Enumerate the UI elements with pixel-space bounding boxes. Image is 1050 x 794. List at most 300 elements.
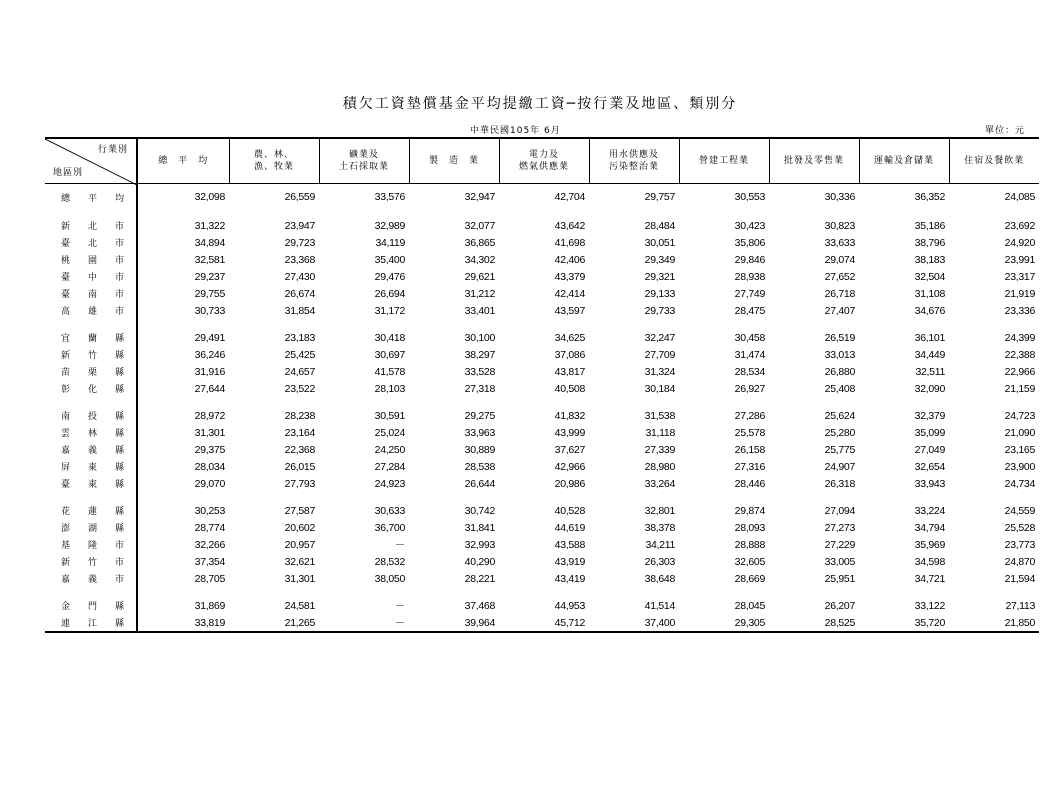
value-cell: 30,423 — [734, 219, 765, 232]
value-cell: 26,674 — [284, 287, 315, 300]
value-cell: 43,379 — [554, 270, 585, 283]
region-name: 嘉義市 — [45, 570, 137, 587]
value-cell: 27,284 — [374, 460, 405, 473]
value-cell: 30,100 — [464, 331, 495, 344]
col-header: 用水供應及 污染整治業 — [589, 138, 679, 184]
table-row — [45, 519, 1039, 536]
value-cell: 28,972 — [194, 409, 225, 422]
value-cell: 32,581 — [194, 253, 225, 266]
value-cell: 32,654 — [914, 460, 945, 473]
value-cell: 30,633 — [374, 504, 405, 517]
value-cell: 20,602 — [284, 521, 315, 534]
value-cell: 31,301 — [284, 572, 315, 585]
value-cell: 28,034 — [194, 460, 225, 473]
value-cell: 24,399 — [1004, 331, 1035, 344]
value-cell: 26,559 — [284, 191, 315, 203]
value-cell: 37,354 — [194, 555, 225, 568]
value-cell: 35,969 — [914, 538, 945, 551]
table-body — [45, 184, 1039, 633]
value-cell: 24,085 — [1004, 191, 1035, 203]
header-row — [45, 138, 1039, 184]
group-spacer — [45, 492, 1039, 502]
value-cell: 30,697 — [374, 348, 405, 361]
value-cell: 34,794 — [914, 521, 945, 534]
value-cell: 26,207 — [824, 599, 855, 612]
value-cell: 33,122 — [914, 599, 945, 612]
value-cell: 32,801 — [644, 504, 675, 517]
value-cell: 43,999 — [554, 426, 585, 439]
region-name: 臺南市 — [45, 285, 137, 302]
value-cell: 29,074 — [824, 253, 855, 266]
value-cell: 29,757 — [644, 191, 675, 203]
value-cell: 23,336 — [1004, 304, 1035, 317]
value-cell: 38,050 — [374, 572, 405, 585]
region-name: 雲林縣 — [45, 424, 137, 441]
region-name: 宜蘭縣 — [45, 329, 137, 346]
value-cell: 30,553 — [734, 191, 765, 203]
value-cell: 28,103 — [374, 382, 405, 395]
region-name: 苗栗縣 — [45, 363, 137, 380]
value-cell: 26,644 — [464, 477, 495, 490]
value-cell: 26,880 — [824, 365, 855, 378]
value-cell: 23,900 — [1004, 460, 1035, 473]
col-header: 營建工程業 — [679, 138, 769, 184]
region-name: 新竹縣 — [45, 346, 137, 363]
value-cell: 31,916 — [194, 365, 225, 378]
col-header: 住宿及餐飲業 — [949, 138, 1039, 184]
value-cell: 23,165 — [1004, 443, 1035, 456]
col-header: 電力及 燃氣供應業 — [499, 138, 589, 184]
col-header: 總 平 均 — [137, 138, 229, 184]
value-cell: 27,793 — [284, 477, 315, 490]
region-name: 臺中市 — [45, 268, 137, 285]
value-cell: 30,336 — [824, 191, 855, 203]
value-cell: 29,476 — [374, 270, 405, 283]
region-name: 澎湖縣 — [45, 519, 137, 536]
value-cell: 35,186 — [914, 219, 945, 232]
value-cell: 31,322 — [194, 219, 225, 232]
value-cell: 34,721 — [914, 572, 945, 585]
value-cell: 43,419 — [554, 572, 585, 585]
value-cell: 21,850 — [949, 614, 1039, 632]
value-cell: 27,094 — [824, 504, 855, 517]
table-row — [45, 614, 1039, 632]
value-cell: 36,865 — [464, 236, 495, 249]
region-name: 新竹市 — [45, 553, 137, 570]
col-header: 運輸及倉儲業 — [859, 138, 949, 184]
value-cell: 33,401 — [464, 304, 495, 317]
value-cell: 43,919 — [554, 555, 585, 568]
value-cell: 31,212 — [464, 287, 495, 300]
value-cell: 24,559 — [1004, 504, 1035, 517]
value-cell: 33,264 — [644, 477, 675, 490]
value-cell: 26,015 — [284, 460, 315, 473]
region-name: 彰化縣 — [45, 380, 137, 397]
table-row — [45, 234, 1039, 251]
region-axis-label: 地區別 — [53, 168, 84, 178]
value-cell: 41,832 — [554, 409, 585, 422]
value-cell: 30,889 — [464, 443, 495, 456]
value-cell: 32,511 — [915, 365, 945, 378]
table-row — [45, 536, 1039, 553]
value-cell: 29,133 — [644, 287, 675, 300]
table-row — [45, 570, 1039, 587]
value-cell: 23,692 — [1004, 219, 1035, 232]
value-cell: 29,874 — [734, 504, 765, 517]
value-cell: 27,286 — [734, 409, 765, 422]
value-cell: 29,491 — [194, 331, 225, 344]
value-cell: 34,625 — [554, 331, 585, 344]
value-cell: 33,963 — [464, 426, 495, 439]
value-cell: 34,676 — [914, 304, 945, 317]
value-cell: 24,870 — [1004, 555, 1035, 568]
value-cell: 32,266 — [194, 538, 225, 551]
value-cell: 21,919 — [1004, 287, 1035, 300]
value-cell: 34,211 — [645, 538, 675, 551]
value-cell: 32,621 — [284, 555, 315, 568]
region-name: 新北市 — [45, 217, 137, 234]
industry-axis-label: 行業別 — [97, 145, 128, 155]
value-cell: 25,024 — [374, 426, 405, 439]
value-cell: 28,538 — [464, 460, 495, 473]
group-spacer — [45, 587, 1039, 597]
value-cell: 33,633 — [824, 236, 855, 249]
value-cell: 41,698 — [554, 236, 585, 249]
group-spacer — [45, 207, 1039, 217]
value-cell: 27,644 — [194, 382, 225, 395]
table-row — [45, 458, 1039, 475]
value-cell: － — [394, 600, 405, 612]
value-cell: 22,966 — [1004, 365, 1035, 378]
value-cell: 35,099 — [914, 426, 945, 439]
value-cell: 31,869 — [194, 599, 225, 612]
value-cell: 38,297 — [464, 348, 495, 361]
value-cell: 35,806 — [734, 236, 765, 249]
value-cell: 33,013 — [824, 348, 855, 361]
value-cell: 29,755 — [194, 287, 225, 300]
value-cell: 28,980 — [644, 460, 675, 473]
value-cell: 39,964 — [409, 614, 499, 632]
value-cell: 44,619 — [554, 521, 585, 534]
region-name: 屏東縣 — [45, 458, 137, 475]
value-cell: 37,627 — [554, 443, 585, 456]
value-cell: － — [394, 539, 405, 551]
value-cell: 26,318 — [824, 477, 855, 490]
value-cell: 28,238 — [284, 409, 315, 422]
value-cell: 40,528 — [554, 504, 585, 517]
value-cell: 29,305 — [679, 614, 769, 632]
value-cell: 29,621 — [464, 270, 495, 283]
region-name: 基隆市 — [45, 536, 137, 553]
value-cell: 29,375 — [194, 443, 225, 456]
value-cell: 28,525 — [769, 614, 859, 632]
value-cell: 24,734 — [1004, 477, 1035, 490]
table-row — [45, 329, 1039, 346]
value-cell: 21,159 — [1004, 382, 1035, 395]
table-row — [45, 217, 1039, 234]
value-cell: 33,576 — [374, 191, 405, 203]
region-name: 高雄市 — [45, 302, 137, 319]
table-row — [45, 302, 1039, 319]
value-cell: 41,514 — [644, 599, 675, 612]
value-cell: 28,221 — [464, 572, 495, 585]
region-name: 桃園市 — [45, 251, 137, 268]
value-cell: 27,229 — [824, 538, 855, 551]
value-cell: 27,273 — [824, 521, 855, 534]
value-cell: 30,742 — [464, 504, 495, 517]
col-header: 製 造 業 — [409, 138, 499, 184]
value-cell: 30,733 — [194, 304, 225, 317]
value-cell: 43,642 — [554, 219, 585, 232]
value-cell: 40,508 — [554, 382, 585, 395]
value-cell: 25,408 — [824, 382, 855, 395]
value-cell: 30,591 — [374, 409, 405, 422]
region-name: 臺東縣 — [45, 475, 137, 492]
value-cell: 30,051 — [644, 236, 675, 249]
value-cell: 28,446 — [734, 477, 765, 490]
value-cell: 28,888 — [734, 538, 765, 551]
value-cell: 27,113 — [1005, 599, 1035, 612]
value-cell: 26,694 — [374, 287, 405, 300]
value-cell: 26,303 — [644, 555, 675, 568]
value-cell: 30,823 — [824, 219, 855, 232]
value-cell: 32,247 — [644, 331, 675, 344]
value-cell: 28,532 — [374, 555, 405, 568]
region-name: 南投縣 — [45, 407, 137, 424]
col-header: 批發及零售業 — [769, 138, 859, 184]
value-cell: 28,475 — [734, 304, 765, 317]
value-cell: 29,070 — [194, 477, 225, 490]
region-name: 連江縣 — [45, 614, 137, 632]
value-cell: 25,624 — [824, 409, 855, 422]
value-cell: 24,657 — [284, 365, 315, 378]
value-cell: 34,119 — [375, 236, 405, 249]
value-cell: 32,077 — [464, 219, 495, 232]
value-cell: 31,118 — [645, 426, 675, 439]
value-cell: 23,183 — [284, 331, 315, 344]
region-name: 金門縣 — [45, 597, 137, 614]
col-header: 礦業及 土石採取業 — [319, 138, 409, 184]
value-cell: 33,005 — [824, 555, 855, 568]
value-cell: 36,246 — [194, 348, 225, 361]
value-cell: 24,581 — [284, 599, 315, 612]
value-cell: 32,605 — [734, 555, 765, 568]
value-cell: 24,250 — [374, 443, 405, 456]
value-cell: 26,519 — [824, 331, 855, 344]
table-row — [45, 424, 1039, 441]
value-cell: 32,989 — [374, 219, 405, 232]
value-cell: 31,108 — [914, 287, 945, 300]
value-cell: 33,819 — [137, 614, 229, 632]
value-cell: 21,265 — [229, 614, 319, 632]
value-cell: 37,468 — [464, 599, 495, 612]
value-cell: 26,718 — [824, 287, 855, 300]
table-row — [45, 441, 1039, 458]
value-cell: 32,379 — [914, 409, 945, 422]
value-cell: 28,705 — [194, 572, 225, 585]
value-cell: 24,920 — [1004, 236, 1035, 249]
value-cell: 27,652 — [824, 270, 855, 283]
table-row — [45, 380, 1039, 397]
value-cell: 32,090 — [914, 382, 945, 395]
value-cell: － — [319, 614, 409, 632]
table-row — [45, 553, 1039, 570]
value-cell: 31,172 — [374, 304, 405, 317]
table-row — [45, 268, 1039, 285]
value-cell: 25,578 — [734, 426, 765, 439]
value-cell: 27,339 — [644, 443, 675, 456]
value-cell: 31,854 — [284, 304, 315, 317]
value-cell: 34,302 — [464, 253, 495, 266]
value-cell: 38,378 — [644, 521, 675, 534]
header-corner — [45, 138, 137, 184]
value-cell: 22,368 — [284, 443, 315, 456]
value-cell: 37,086 — [554, 348, 585, 361]
value-cell: 38,183 — [914, 253, 945, 266]
value-cell: 24,907 — [824, 460, 855, 473]
table-row — [45, 597, 1039, 614]
value-cell: 21,594 — [1004, 572, 1035, 585]
value-cell: 32,098 — [194, 191, 225, 203]
value-cell: 32,947 — [464, 191, 495, 203]
value-cell: 40,290 — [464, 555, 495, 568]
value-cell: 34,894 — [194, 236, 225, 249]
value-cell: 27,749 — [734, 287, 765, 300]
value-cell: 25,951 — [824, 572, 855, 585]
value-cell: 29,723 — [284, 236, 315, 249]
value-cell: 27,318 — [464, 382, 495, 395]
value-cell: 43,597 — [554, 304, 585, 317]
value-cell: 36,101 — [914, 331, 945, 344]
value-cell: 34,598 — [914, 555, 945, 568]
value-cell: 27,316 — [734, 460, 765, 473]
value-cell: 42,406 — [554, 253, 585, 266]
value-cell: 28,093 — [734, 521, 765, 534]
value-cell: 37,400 — [589, 614, 679, 632]
value-cell: 38,796 — [914, 236, 945, 249]
value-cell: 35,400 — [374, 253, 405, 266]
value-cell: 23,164 — [284, 426, 315, 439]
region-name: 臺北市 — [45, 234, 137, 251]
value-cell: 41,578 — [374, 365, 405, 378]
value-cell: 23,991 — [1004, 253, 1035, 266]
value-cell: 30,458 — [734, 331, 765, 344]
table-row — [45, 285, 1039, 302]
table-row — [45, 363, 1039, 380]
value-cell: 24,923 — [374, 477, 405, 490]
value-cell: 42,414 — [554, 287, 585, 300]
col-header: 農、林、 漁、牧業 — [229, 138, 319, 184]
wage-table — [45, 137, 1039, 633]
value-cell: 31,841 — [464, 521, 495, 534]
value-cell: 27,430 — [284, 270, 315, 283]
value-cell: 28,938 — [734, 270, 765, 283]
value-cell: 36,352 — [914, 191, 945, 203]
value-cell: 33,528 — [464, 365, 495, 378]
value-cell: 29,237 — [194, 270, 225, 283]
value-cell: 43,588 — [554, 538, 585, 551]
value-cell: 30,184 — [644, 382, 675, 395]
table-row — [45, 475, 1039, 492]
table-row — [45, 502, 1039, 519]
region-name: 總平均 — [45, 184, 137, 208]
value-cell: 33,224 — [914, 504, 945, 517]
value-cell: 30,418 — [374, 331, 405, 344]
value-cell: 28,045 — [734, 599, 765, 612]
value-cell: 35,720 — [859, 614, 949, 632]
value-cell: 33,943 — [914, 477, 945, 490]
value-cell: 25,280 — [824, 426, 855, 439]
value-cell: 34,449 — [914, 348, 945, 361]
table-row — [45, 407, 1039, 424]
unit-label: 單位：元 — [985, 126, 1026, 136]
value-cell: 25,775 — [824, 443, 855, 456]
table-row — [45, 251, 1039, 268]
value-cell: 29,275 — [464, 409, 495, 422]
value-cell: 31,474 — [734, 348, 765, 361]
table-row — [45, 184, 1039, 208]
value-cell: 29,733 — [644, 304, 675, 317]
value-cell: 26,158 — [734, 443, 765, 456]
value-cell: 23,317 — [1004, 270, 1035, 283]
value-cell: 27,587 — [284, 504, 315, 517]
value-cell: 30,253 — [194, 504, 225, 517]
group-spacer — [45, 319, 1039, 329]
value-cell: 25,425 — [284, 348, 315, 361]
value-cell: 26,927 — [734, 382, 765, 395]
value-cell: 27,407 — [824, 304, 855, 317]
group-spacer — [45, 397, 1039, 407]
value-cell: 32,504 — [914, 270, 945, 283]
value-cell: 31,301 — [194, 426, 225, 439]
value-cell: 42,704 — [554, 191, 585, 203]
value-cell: 28,484 — [644, 219, 675, 232]
value-cell: 38,648 — [644, 572, 675, 585]
value-cell: 25,528 — [1004, 521, 1035, 534]
value-cell: 23,522 — [284, 382, 315, 395]
value-cell: 29,846 — [734, 253, 765, 266]
region-name: 嘉義縣 — [45, 441, 137, 458]
value-cell: 31,324 — [644, 365, 675, 378]
value-cell: 29,349 — [644, 253, 675, 266]
value-cell: 22,388 — [1004, 348, 1035, 361]
value-cell: 29,321 — [644, 270, 675, 283]
value-cell: 20,986 — [554, 477, 585, 490]
value-cell: 31,538 — [644, 409, 675, 422]
value-cell: 21,090 — [1004, 426, 1035, 439]
value-cell: 24,723 — [1004, 409, 1035, 422]
value-cell: 42,966 — [554, 460, 585, 473]
value-cell: 28,774 — [194, 521, 225, 534]
value-cell: 36,700 — [374, 521, 405, 534]
value-cell: 28,534 — [734, 365, 765, 378]
value-cell: 45,712 — [499, 614, 589, 632]
value-cell: 23,947 — [284, 219, 315, 232]
region-name: 花蓮縣 — [45, 502, 137, 519]
value-cell: 44,953 — [554, 599, 585, 612]
value-cell: 32,993 — [464, 538, 495, 551]
report-period: 中華民國105年 6月 — [470, 126, 561, 136]
value-cell: 28,669 — [734, 572, 765, 585]
value-cell: 23,368 — [284, 253, 315, 266]
value-cell: 20,957 — [284, 538, 315, 551]
report-title: 積欠工資墊償基金平均提繳工資─按行業及地區、類別分 — [342, 96, 738, 112]
table-row — [45, 346, 1039, 363]
value-cell: 23,773 — [1004, 538, 1035, 551]
value-cell: 43,817 — [554, 365, 585, 378]
value-cell: 27,049 — [914, 443, 945, 456]
value-cell: 27,709 — [644, 348, 675, 361]
